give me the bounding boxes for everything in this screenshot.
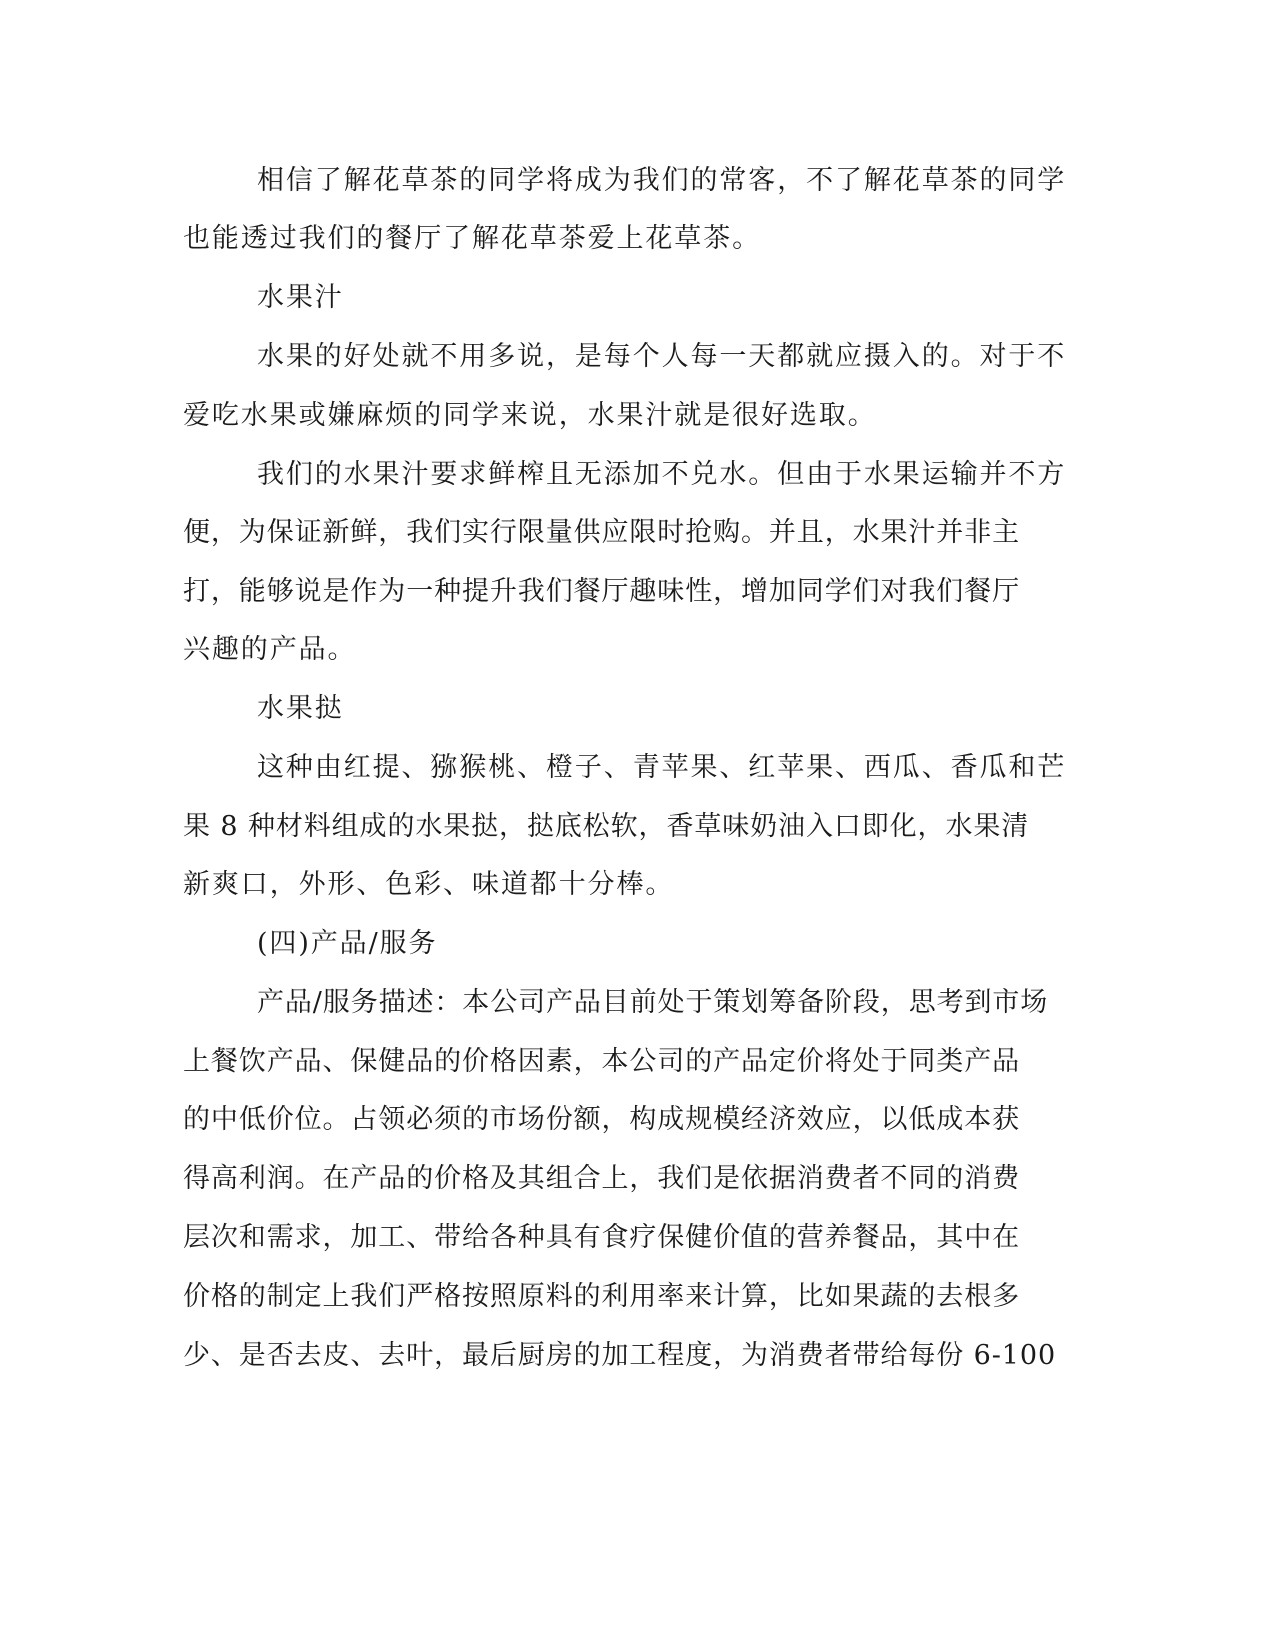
paragraph-line: 相信了解花草茶的同学将成为我们的常客，不了解花草茶的同学 xyxy=(257,165,1067,196)
paragraph-line: 兴趣的产品。 xyxy=(183,634,357,665)
paragraph-line: 产品/服务描述：本公司产品目前处于策划筹备阶段，思考到市场 xyxy=(257,987,1049,1018)
paragraph-line: 打，能够说是作为一种提升我们餐厅趣味性，增加同学们对我们餐厅 xyxy=(183,576,1020,607)
paragraph-line: 新爽口，外形、色彩、味道都十分棒。 xyxy=(183,869,675,900)
paragraph-line: 水果的好处就不用多说，是每个人每一天都就应摄入的。对于不 xyxy=(257,341,1067,372)
paragraph-line: 上餐饮产品、保健品的价格因素，本公司的产品定价将处于同类产品 xyxy=(183,1046,1020,1077)
paragraph-line: 果 8 种材料组成的水果挞，挞底松软，香草味奶油入口即化，水果清 xyxy=(183,811,1030,842)
paragraph-line: 便，为保证新鲜，我们实行限量供应限时抢购。并且，水果汁并非主 xyxy=(183,517,1020,548)
section-heading: (四)产品/服务 xyxy=(257,928,438,959)
section-heading: 水果挞 xyxy=(257,693,344,724)
paragraph-line: 我们的水果汁要求鲜榨且无添加不兑水。但由于水果运输并不方 xyxy=(257,459,1067,490)
paragraph-line: 爱吃水果或嫌麻烦的同学来说，水果汁就是很好选取。 xyxy=(183,400,877,431)
paragraph-line: 少、是否去皮、去叶，最后厨房的加工程度，为消费者带给每份 6-100 xyxy=(183,1340,1057,1371)
paragraph-line: 得高利润。在产品的价格及其组合上，我们是依据消费者不同的消费 xyxy=(183,1163,1020,1194)
paragraph-line: 这种由红提、猕猴桃、橙子、青苹果、红苹果、西瓜、香瓜和芒 xyxy=(257,752,1067,783)
paragraph-line: 也能透过我们的餐厅了解花草茶爱上花草茶。 xyxy=(183,223,761,254)
paragraph-line: 的中低价位。占领必须的市场份额，构成规模经济效应，以低成本获 xyxy=(183,1104,1020,1135)
section-heading: 水果汁 xyxy=(257,282,344,313)
paragraph-line: 价格的制定上我们严格按照原料的利用率来计算，比如果蔬的去根多 xyxy=(183,1281,1020,1312)
paragraph-line: 层次和需求，加工、带给各种具有食疗保健价值的营养餐品，其中在 xyxy=(183,1222,1020,1253)
